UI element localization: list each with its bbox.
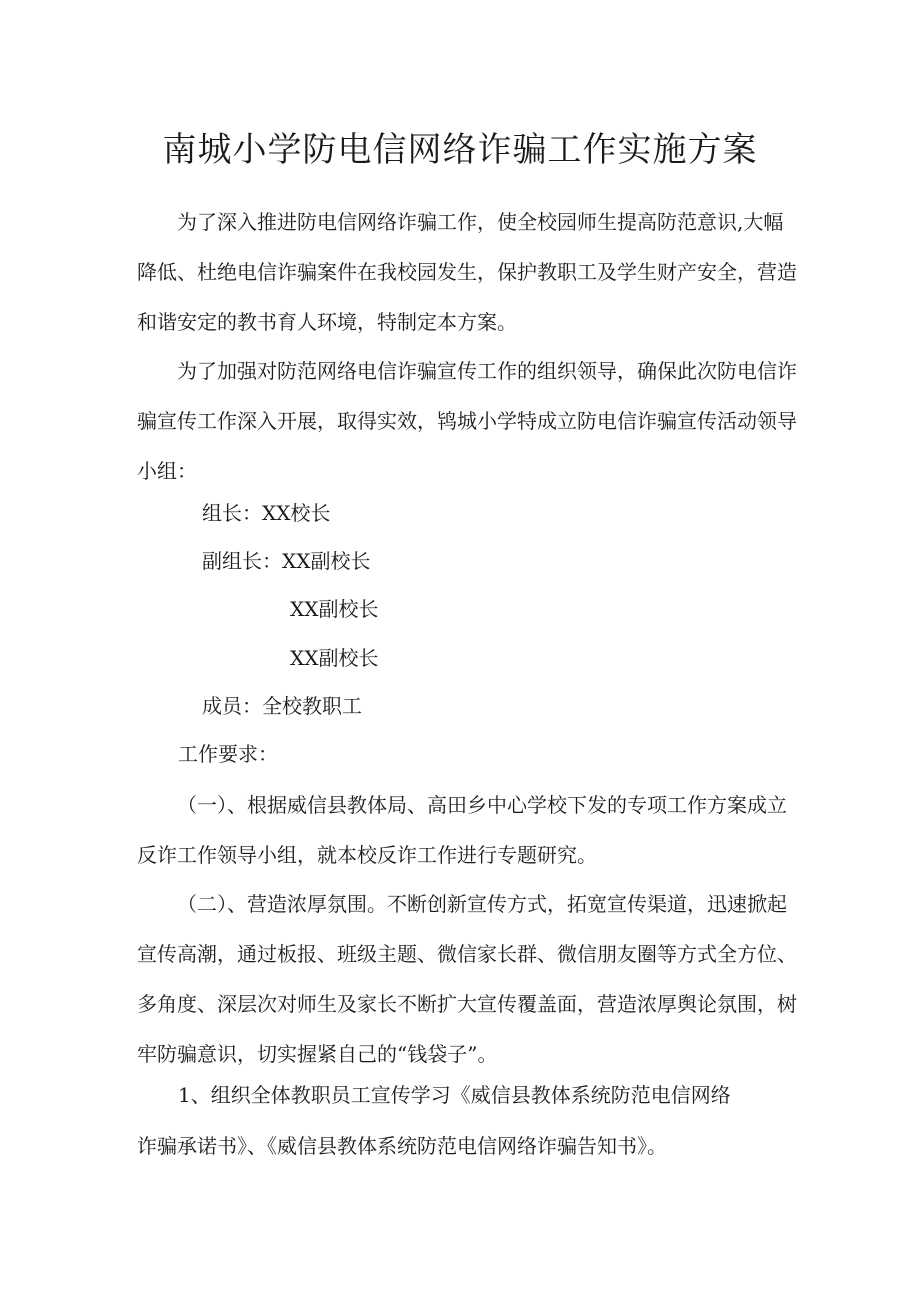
intro-paragraph: 为了深入推进防电信网络诈骗工作，使全校园师生提高防范意识,大幅降低、杜绝电信诈骗案件在我校园发生，保护教职工及学生财产安全，营造和谐安定的教书育人环境，特制定本方案。 [137, 210, 797, 334]
item-1-line-2: 诈骗承诺书》、《威信县教体系统防范电信网络诈骗告知书》。 [137, 1134, 667, 1158]
item-1-line-1: 1、组织全体教职员工宣传学习《威信县教体系统防范电信网络 [178, 1083, 731, 1107]
deputy-leader-2: XX副校长 [290, 597, 379, 621]
requirements-heading: 工作要求： [178, 742, 278, 766]
requirement-2: （二）、营造浓厚氛围。不断创新宣传方式，拓宽宣传渠道，迅速掀起宣传高潮，通过板报、班级主题、微信家长群、微信朋友圈等方式全方位、多角度、深层次对师生及家长不断扩大宣传覆盖面，营造浓厚舆论氛围，树牢防骗意识，切实握紧自己的“钱袋子”。 [137, 892, 797, 1066]
deputy-leader-3: XX副校长 [290, 646, 379, 670]
requirement-1: （一）、根据威信县教体局、高田乡中心学校下发的专项工作方案成立反诈工作领导小组，就本校反诈工作进行专题研究。 [137, 793, 787, 867]
group-leader: 组长：XX校长 [202, 501, 331, 525]
document-title: 南城小学防电信网络诈骗工作实施方案 [162, 130, 758, 170]
members: 成员：全校教职工 [202, 694, 362, 718]
organization-paragraph: 为了加强对防范网络电信诈骗宣传工作的组织领导，确保此次防电信诈骗宣传工作深入开展，取得实效，鸨城小学特成立防电信诈骗宣传活动领导小组： [137, 359, 797, 483]
deputy-leader: 副组长：XX副校长 [202, 549, 371, 573]
